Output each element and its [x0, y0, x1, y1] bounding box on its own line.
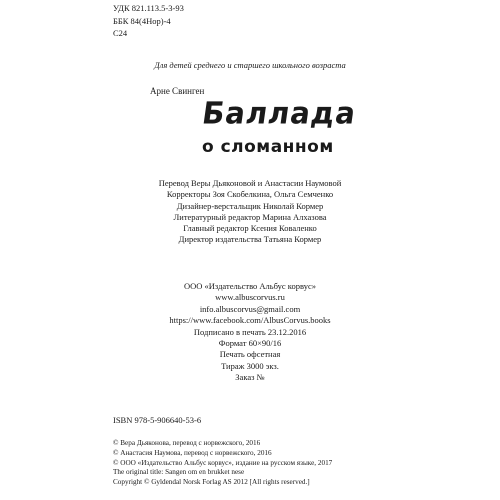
book-title: Баллада	[199, 95, 359, 131]
udk-code: УДК 821.113.5-3-93	[113, 3, 184, 13]
copyright-line: © Анастасия Наумова, перевод с норвежского, 2016	[113, 448, 272, 457]
credit-line: Корректоры Зоя Скобелкина, Ольга Семченко	[166, 189, 334, 200]
copyright-block	[113, 439, 332, 488]
print-run: Тираж 3000 экз.	[221, 360, 279, 371]
author-mark: С24	[113, 28, 128, 38]
book-subtitle: о сломанном	[202, 137, 334, 157]
credit-line: Литературный редактор Марина Алхазова	[173, 211, 327, 222]
isbn: ISBN 978-5-906640-53-6	[113, 415, 202, 425]
print-type: Печать офсетная	[219, 349, 281, 360]
publisher-website: www.albuscorvus.ru	[215, 292, 285, 303]
credit-line: Перевод Веры Дьяконовой и Анастасии Наумовой	[158, 178, 342, 188]
catalog-codes	[113, 2, 184, 40]
audience-note: Для детей среднего и старшего школьного возраста	[154, 60, 346, 70]
print-date: Подписано в печать 23.12.2016	[193, 326, 307, 337]
author-name: Арне Свинген	[150, 86, 205, 96]
copyright-line: © ООО «Издательство Альбус корвус», издание на русском языке, 2017	[113, 458, 333, 467]
print-format: Формат 60×90/16	[218, 338, 282, 349]
credit-line: Дизайнер-верстальщик Николай Кормер	[176, 200, 324, 211]
bbk-code: ББК 84(4Нор)-4	[113, 15, 171, 26]
publisher-name: ООО «Издательство Альбус корвус»	[183, 281, 317, 291]
credit-line: Главный редактор Ксения Коваленко	[183, 223, 317, 234]
copyright-line: Copyright © Gyldendal Norsk Forlag AS 2012 [All rights reserved.]	[113, 478, 310, 487]
copyright-line: The original title: Sangen om en brukket nese	[113, 468, 245, 477]
order-number: Заказ №	[235, 372, 265, 383]
credits-block	[0, 178, 500, 246]
publisher-facebook: https://www.facebook.com/AlbusCorvus.books	[169, 315, 331, 326]
publisher-email: info.albuscorvus@gmail.com	[199, 303, 301, 314]
credit-line: Директор издательства Татьяна Кормер	[178, 234, 322, 245]
publisher-block	[0, 281, 500, 384]
copyright-line: © Вера Дьяконова, перевод с норвежского, 2016	[113, 439, 261, 447]
